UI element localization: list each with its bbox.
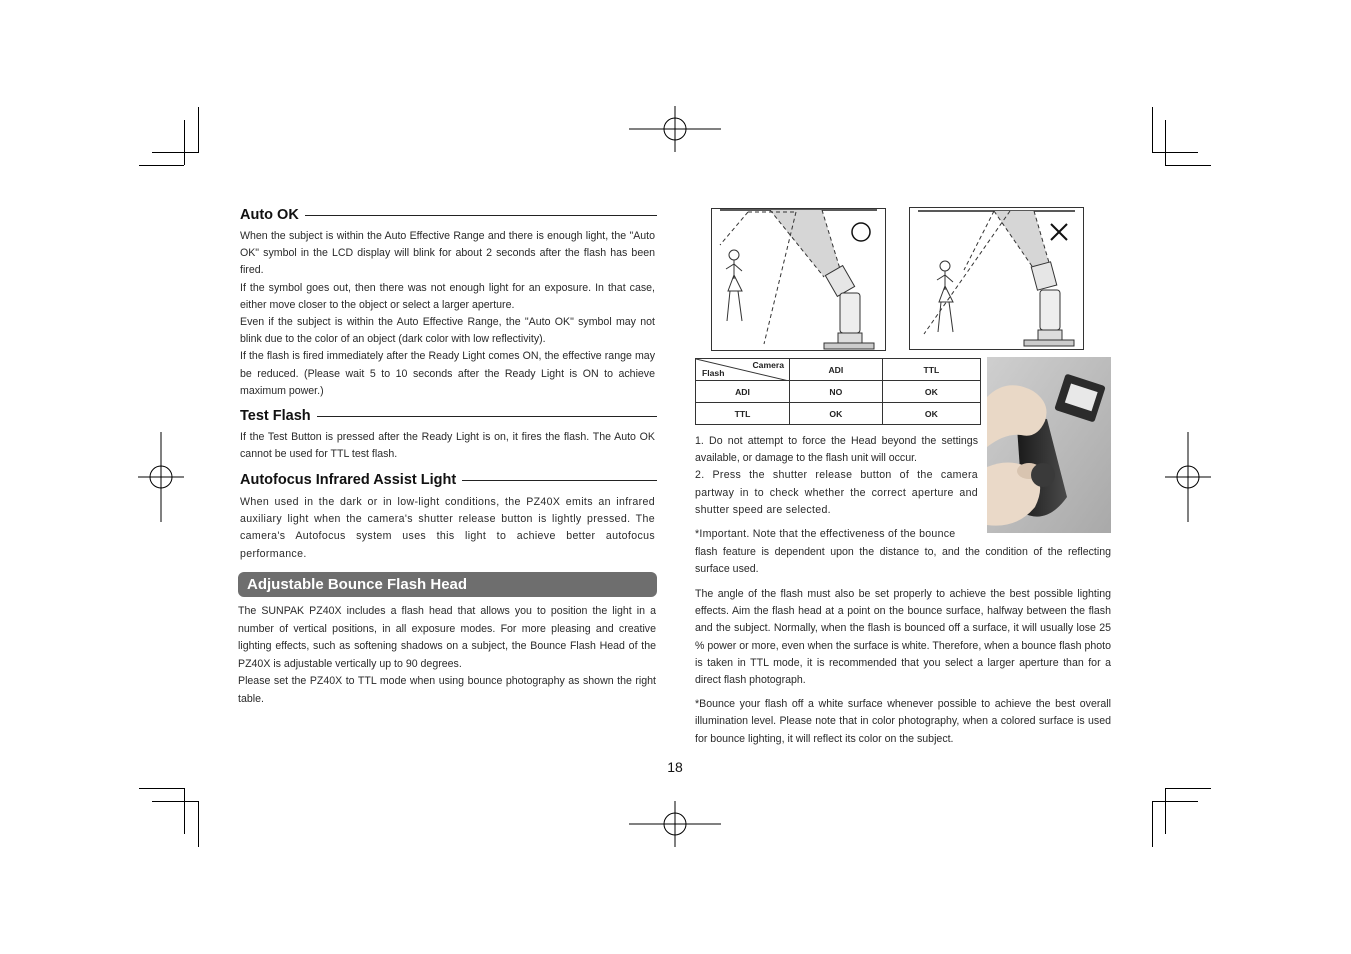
registration-mark-icon <box>1165 432 1211 522</box>
bounce-diagram-correct <box>711 208 886 351</box>
registration-mark-icon <box>138 432 184 522</box>
crop-mark <box>139 165 184 166</box>
table-cell: OK <box>882 403 980 425</box>
section-banner-bounce: Adjustable Bounce Flash Head <box>238 572 657 597</box>
circle-icon <box>850 221 872 243</box>
important-note-rest: flash feature is dependent upon the distance to, and the condition of the reflecting surface used. <box>695 546 1111 576</box>
white-surface-paragraph: *Bounce your flash off a white surface whenever possible to achieve the best overall illumination level. Please note that in color photography, when a colored surface is used for bounce lighting, it will reflect its color on the subject. <box>695 698 1111 745</box>
table-row <box>696 381 981 403</box>
heading-rule <box>317 416 657 417</box>
paragraph: If the flash is fired immediately after the Ready Light comes ON, the effective range may be reduced. (Please wait 5 to 10 seconds after the Ready Light is ON to achieve maximum power.) <box>240 350 655 397</box>
crop-mark <box>1165 120 1166 165</box>
crop-mark <box>198 107 199 153</box>
heading-rule <box>305 215 657 216</box>
section-heading-test-flash <box>240 408 657 424</box>
table-corner-cell <box>696 359 790 381</box>
note-item: 2. Press the shutter release button of the camera partway in to check whether the correct aperture and shutter speed are selected. <box>695 469 978 516</box>
table-cell: OK <box>790 403 883 425</box>
paragraph: The SUNPAK PZ40X includes a flash head that allows you to position the light in a number of vertical positions, in all exposure modes. For more pleasing and creative lighting effects, such as softening shadows on a subject, the Bounce Flash Head of the PZ40X is adjustable vertically up to 90 degrees. <box>238 605 656 670</box>
crop-mark <box>152 801 198 802</box>
flash-head-photo <box>987 357 1111 533</box>
paragraph: Please set the PZ40X to TTL mode when using bounce photography as shown the right table. <box>238 675 656 705</box>
test-flash-body <box>240 429 655 463</box>
crop-mark <box>198 801 199 847</box>
section-heading-auto-ok <box>240 207 657 223</box>
heading-rule <box>462 480 657 481</box>
crop-mark <box>1152 801 1153 847</box>
column-header: TTL <box>882 359 980 381</box>
auto-ok-body <box>240 228 655 400</box>
bounce-diagram-incorrect <box>909 207 1084 350</box>
heading-text: Autofocus Infrared Assist Light <box>240 472 457 488</box>
crop-mark <box>184 120 185 165</box>
crop-mark <box>1152 107 1153 153</box>
angle-paragraph: The angle of the flash must also be set properly to achieve the best possible lighting effects. Aim the flash head at a point on the bounce surface, halfway between the flash and the subject. Normally, when the flash is bounced off a surface, it will usually lose 25 % power or more, even when the surface is white. Therefore, when a bounce flash photo is taken in TTL mode, it is recommended that you select a larger aperture than for a direct flash photograph. <box>695 588 1111 687</box>
page-number: 18 <box>667 759 683 775</box>
table-header-row <box>696 359 981 381</box>
table-row <box>696 403 981 425</box>
crop-mark <box>139 788 184 789</box>
registration-mark-icon <box>629 801 721 847</box>
cross-icon <box>1049 222 1069 242</box>
row-header: TTL <box>696 403 790 425</box>
notes <box>695 433 978 519</box>
table-cell: OK <box>882 381 980 403</box>
heading-text: Auto OK <box>240 207 299 223</box>
crop-mark <box>1165 788 1166 834</box>
corner-flash-label: Flash <box>702 368 725 378</box>
row-header: ADI <box>696 381 790 403</box>
note-item: 1. Do not attempt to force the Head beyond the settings available, or damage to the flash unit will occur. <box>695 435 978 465</box>
paragraph: When used in the dark or in low-light conditions, the PZ40X emits an infrared auxiliary light when the camera's shutter release button is lightly pressed. The camera's Autofocus system uses this light to achieve better autofocus performance. <box>240 496 655 560</box>
crop-mark <box>1152 801 1198 802</box>
important-note-first-line: *Important. Note that the effectiveness of the bounce <box>695 528 956 540</box>
crop-mark <box>184 788 185 834</box>
heading-text: Test Flash <box>240 408 311 424</box>
paragraph: Even if the subject is within the Auto Effective Range, the "Auto OK" symbol may not blink due to the color of an object (dark color with low reflectivity). <box>240 316 655 346</box>
paragraph: If the Test Button is pressed after the Ready Light is on, it fires the flash. The Auto OK cannot be used for TTL test flash. <box>240 431 655 461</box>
bounce-compatibility-table <box>695 358 981 425</box>
corner-camera-label: Camera <box>752 360 784 370</box>
column-header: ADI <box>790 359 883 381</box>
crop-mark <box>1165 165 1211 166</box>
paragraph: When the subject is within the Auto Effective Range and there is enough light, the "Auto OK" symbol in the LCD display will blink for about 2 seconds after the flash has been fired. <box>240 230 655 277</box>
table-cell: NO <box>790 381 883 403</box>
section-heading-af-assist <box>240 472 657 488</box>
paragraph: If the symbol goes out, then there was not enough light for an exposure. In that case, either move closer to the object or select a larger aperture. <box>240 281 655 311</box>
af-assist-body <box>240 494 655 563</box>
registration-mark-icon <box>629 106 721 152</box>
crop-mark <box>1152 152 1198 153</box>
crop-mark <box>1165 788 1211 789</box>
crop-mark <box>152 152 198 153</box>
bounce-body <box>238 603 656 709</box>
